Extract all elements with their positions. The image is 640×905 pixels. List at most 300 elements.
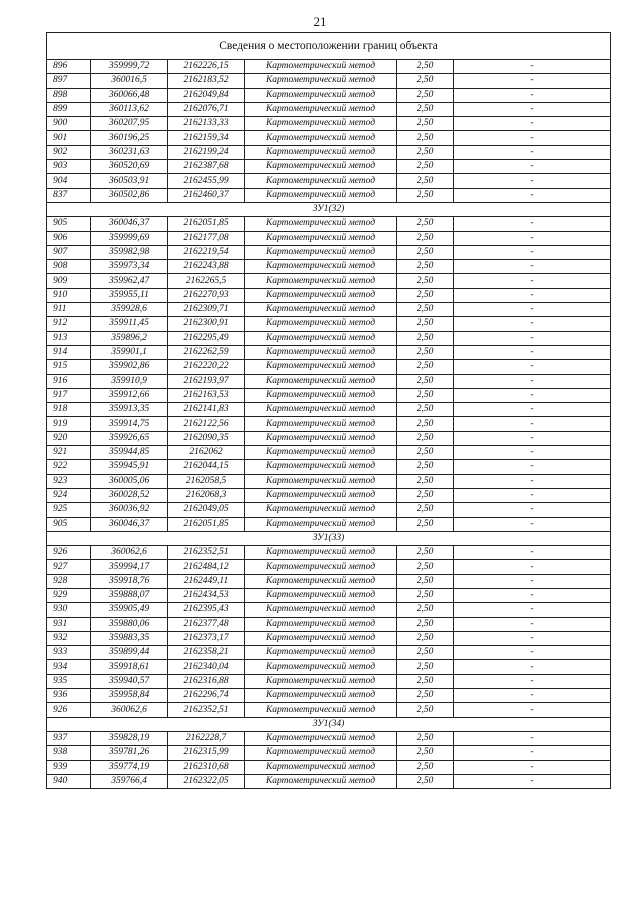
- x-coordinate: 359926,65: [91, 431, 168, 445]
- y-coordinate: 2162051,85: [168, 517, 245, 531]
- accuracy: 2,50: [397, 631, 454, 645]
- accuracy: 2,50: [397, 60, 454, 74]
- description: -: [454, 231, 611, 245]
- point-number: 929: [47, 588, 91, 602]
- x-coordinate: 359774,19: [91, 760, 168, 774]
- point-number: 925: [47, 503, 91, 517]
- description: -: [454, 188, 611, 202]
- method: Картометрический метод: [245, 217, 397, 231]
- table-row: [47, 689, 611, 703]
- accuracy: 2,50: [397, 303, 454, 317]
- method: Картометрический метод: [245, 260, 397, 274]
- method: Картометрический метод: [245, 403, 397, 417]
- description: -: [454, 746, 611, 760]
- method: Картометрический метод: [245, 160, 397, 174]
- description: -: [454, 417, 611, 431]
- accuracy: 2,50: [397, 417, 454, 431]
- y-coordinate: 2162352,51: [168, 546, 245, 560]
- method: Картометрический метод: [245, 731, 397, 745]
- boundary-table: [46, 32, 611, 789]
- x-coordinate: 359928,6: [91, 303, 168, 317]
- method: Картометрический метод: [245, 331, 397, 345]
- y-coordinate: 2162265,5: [168, 274, 245, 288]
- y-coordinate: 2162219,54: [168, 245, 245, 259]
- accuracy: 2,50: [397, 317, 454, 331]
- method: Картометрический метод: [245, 574, 397, 588]
- method: Картометрический метод: [245, 374, 397, 388]
- point-number: 904: [47, 174, 91, 188]
- point-number: 912: [47, 317, 91, 331]
- description: -: [454, 245, 611, 259]
- method: Картометрический метод: [245, 646, 397, 660]
- y-coordinate: 2162220,22: [168, 360, 245, 374]
- y-coordinate: 2162141,83: [168, 403, 245, 417]
- accuracy: 2,50: [397, 245, 454, 259]
- table-row: [47, 488, 611, 502]
- y-coordinate: 2162058,5: [168, 474, 245, 488]
- y-coordinate: 2162358,21: [168, 646, 245, 660]
- accuracy: 2,50: [397, 274, 454, 288]
- y-coordinate: 2162484,12: [168, 560, 245, 574]
- accuracy: 2,50: [397, 617, 454, 631]
- x-coordinate: 360036,92: [91, 503, 168, 517]
- accuracy: 2,50: [397, 188, 454, 202]
- x-coordinate: 359911,45: [91, 317, 168, 331]
- point-number: 905: [47, 517, 91, 531]
- x-coordinate: 360520,69: [91, 160, 168, 174]
- point-number: 837: [47, 188, 91, 202]
- description: -: [454, 574, 611, 588]
- method: Картометрический метод: [245, 102, 397, 116]
- y-coordinate: 2162076,71: [168, 102, 245, 116]
- method: Картометрический метод: [245, 774, 397, 788]
- table-row: [47, 174, 611, 188]
- point-number: 926: [47, 546, 91, 560]
- point-number: 899: [47, 102, 91, 116]
- point-number: 939: [47, 760, 91, 774]
- y-coordinate: 2162062: [168, 446, 245, 460]
- y-coordinate: 2162228,7: [168, 731, 245, 745]
- table-row: [47, 117, 611, 131]
- accuracy: 2,50: [397, 431, 454, 445]
- x-coordinate: 359880,06: [91, 617, 168, 631]
- accuracy: 2,50: [397, 331, 454, 345]
- x-coordinate: 360502,86: [91, 188, 168, 202]
- table-row: [47, 331, 611, 345]
- table-row: [47, 131, 611, 145]
- x-coordinate: 360062,6: [91, 703, 168, 717]
- table-row: [47, 360, 611, 374]
- x-coordinate: 360196,25: [91, 131, 168, 145]
- accuracy: 2,50: [397, 288, 454, 302]
- point-number: 896: [47, 60, 91, 74]
- x-coordinate: 360066,48: [91, 88, 168, 102]
- method: Картометрический метод: [245, 231, 397, 245]
- point-number: 936: [47, 689, 91, 703]
- y-coordinate: 2162193,97: [168, 374, 245, 388]
- method: Картометрический метод: [245, 145, 397, 159]
- table-row: [47, 74, 611, 88]
- point-number: 921: [47, 446, 91, 460]
- method: Картометрический метод: [245, 303, 397, 317]
- x-coordinate: 359944,85: [91, 446, 168, 460]
- table-row: [47, 403, 611, 417]
- accuracy: 2,50: [397, 446, 454, 460]
- section-header-row: [47, 531, 611, 545]
- table-row: [47, 517, 611, 531]
- method: Картометрический метод: [245, 503, 397, 517]
- y-coordinate: 2162049,84: [168, 88, 245, 102]
- description: -: [454, 174, 611, 188]
- table-row: [47, 560, 611, 574]
- y-coordinate: 2162226,15: [168, 60, 245, 74]
- point-number: 903: [47, 160, 91, 174]
- description: -: [454, 145, 611, 159]
- description: -: [454, 603, 611, 617]
- table-row: [47, 231, 611, 245]
- table-row: [47, 431, 611, 445]
- point-number: 917: [47, 388, 91, 402]
- table-row: [47, 345, 611, 359]
- description: -: [454, 303, 611, 317]
- y-coordinate: 2162051,85: [168, 217, 245, 231]
- method: Картометрический метод: [245, 474, 397, 488]
- accuracy: 2,50: [397, 689, 454, 703]
- x-coordinate: 359901,1: [91, 345, 168, 359]
- description: -: [454, 760, 611, 774]
- method: Картометрический метод: [245, 188, 397, 202]
- description: -: [454, 689, 611, 703]
- x-coordinate: 359999,69: [91, 231, 168, 245]
- x-coordinate: 359914,75: [91, 417, 168, 431]
- description: -: [454, 345, 611, 359]
- x-coordinate: 359828,19: [91, 731, 168, 745]
- y-coordinate: 2162460,37: [168, 188, 245, 202]
- y-coordinate: 2162296,74: [168, 689, 245, 703]
- y-coordinate: 2162068,3: [168, 488, 245, 502]
- description: -: [454, 160, 611, 174]
- accuracy: 2,50: [397, 74, 454, 88]
- accuracy: 2,50: [397, 546, 454, 560]
- accuracy: 2,50: [397, 231, 454, 245]
- x-coordinate: 360113,62: [91, 102, 168, 116]
- method: Картометрический метод: [245, 546, 397, 560]
- x-coordinate: 359888,07: [91, 588, 168, 602]
- point-number: 933: [47, 646, 91, 660]
- method: Картометрический метод: [245, 288, 397, 302]
- x-coordinate: 359945,91: [91, 460, 168, 474]
- accuracy: 2,50: [397, 360, 454, 374]
- y-coordinate: 2162122,56: [168, 417, 245, 431]
- x-coordinate: 359766,4: [91, 774, 168, 788]
- method: Картометрический метод: [245, 446, 397, 460]
- accuracy: 2,50: [397, 488, 454, 502]
- table-title: Сведения о местоположении границ объекта: [47, 33, 611, 60]
- description: -: [454, 388, 611, 402]
- accuracy: 2,50: [397, 145, 454, 159]
- description: -: [454, 317, 611, 331]
- point-number: 931: [47, 617, 91, 631]
- table-caption-row: [47, 33, 611, 60]
- x-coordinate: 359896,2: [91, 331, 168, 345]
- table-row: [47, 646, 611, 660]
- x-coordinate: 359910,9: [91, 374, 168, 388]
- description: -: [454, 774, 611, 788]
- method: Картометрический метод: [245, 274, 397, 288]
- coordinates-sheet: [46, 32, 610, 789]
- description: -: [454, 117, 611, 131]
- y-coordinate: 2162133,33: [168, 117, 245, 131]
- accuracy: 2,50: [397, 403, 454, 417]
- method: Картометрический метод: [245, 245, 397, 259]
- x-coordinate: 359999,72: [91, 60, 168, 74]
- y-coordinate: 2162373,17: [168, 631, 245, 645]
- description: -: [454, 288, 611, 302]
- point-number: 919: [47, 417, 91, 431]
- y-coordinate: 2162243,88: [168, 260, 245, 274]
- x-coordinate: 360005,06: [91, 474, 168, 488]
- accuracy: 2,50: [397, 703, 454, 717]
- method: Картометрический метод: [245, 617, 397, 631]
- description: -: [454, 546, 611, 560]
- description: -: [454, 331, 611, 345]
- method: Картометрический метод: [245, 388, 397, 402]
- x-coordinate: 360028,52: [91, 488, 168, 502]
- y-coordinate: 2162315,99: [168, 746, 245, 760]
- method: Картометрический метод: [245, 631, 397, 645]
- description: -: [454, 517, 611, 531]
- method: Картометрический метод: [245, 689, 397, 703]
- point-number: 924: [47, 488, 91, 502]
- x-coordinate: 359902,86: [91, 360, 168, 374]
- point-number: 900: [47, 117, 91, 131]
- point-number: 920: [47, 431, 91, 445]
- x-coordinate: 359940,57: [91, 674, 168, 688]
- table-row: [47, 474, 611, 488]
- point-number: 901: [47, 131, 91, 145]
- table-row: [47, 417, 611, 431]
- table-row: [47, 274, 611, 288]
- y-coordinate: 2162159,34: [168, 131, 245, 145]
- table-row: [47, 503, 611, 517]
- accuracy: 2,50: [397, 345, 454, 359]
- accuracy: 2,50: [397, 574, 454, 588]
- point-number: 930: [47, 603, 91, 617]
- accuracy: 2,50: [397, 88, 454, 102]
- table-row: [47, 288, 611, 302]
- y-coordinate: 2162387,68: [168, 160, 245, 174]
- x-coordinate: 359955,11: [91, 288, 168, 302]
- accuracy: 2,50: [397, 131, 454, 145]
- description: -: [454, 631, 611, 645]
- description: -: [454, 674, 611, 688]
- method: Картометрический метод: [245, 746, 397, 760]
- method: Картометрический метод: [245, 517, 397, 531]
- table-row: [47, 746, 611, 760]
- accuracy: 2,50: [397, 474, 454, 488]
- y-coordinate: 2162049,05: [168, 503, 245, 517]
- y-coordinate: 2162044,15: [168, 460, 245, 474]
- x-coordinate: 360231,63: [91, 145, 168, 159]
- table-row: [47, 703, 611, 717]
- accuracy: 2,50: [397, 460, 454, 474]
- point-number: 928: [47, 574, 91, 588]
- table-row: [47, 88, 611, 102]
- x-coordinate: 360062,6: [91, 546, 168, 560]
- table-row: [47, 160, 611, 174]
- accuracy: 2,50: [397, 503, 454, 517]
- description: -: [454, 503, 611, 517]
- description: -: [454, 131, 611, 145]
- table-row: [47, 260, 611, 274]
- table-row: [47, 245, 611, 259]
- table-row: [47, 303, 611, 317]
- accuracy: 2,50: [397, 174, 454, 188]
- accuracy: 2,50: [397, 388, 454, 402]
- method: Картометрический метод: [245, 417, 397, 431]
- x-coordinate: 359973,34: [91, 260, 168, 274]
- description: -: [454, 703, 611, 717]
- point-number: 934: [47, 660, 91, 674]
- y-coordinate: 2162090,35: [168, 431, 245, 445]
- point-number: 932: [47, 631, 91, 645]
- method: Картометрический метод: [245, 131, 397, 145]
- point-number: 905: [47, 217, 91, 231]
- description: -: [454, 731, 611, 745]
- table-row: [47, 145, 611, 159]
- x-coordinate: 359781,26: [91, 746, 168, 760]
- table-row: [47, 760, 611, 774]
- method: Картометрический метод: [245, 74, 397, 88]
- x-coordinate: 360503,91: [91, 174, 168, 188]
- method: Картометрический метод: [245, 174, 397, 188]
- x-coordinate: 359913,35: [91, 403, 168, 417]
- x-coordinate: 360046,37: [91, 517, 168, 531]
- description: -: [454, 660, 611, 674]
- section-label: ЗУ1(34): [47, 717, 611, 731]
- point-number: 927: [47, 560, 91, 574]
- y-coordinate: 2162377,48: [168, 617, 245, 631]
- accuracy: 2,50: [397, 674, 454, 688]
- section-header-row: [47, 717, 611, 731]
- description: -: [454, 488, 611, 502]
- table-row: [47, 731, 611, 745]
- description: -: [454, 260, 611, 274]
- table-row: [47, 374, 611, 388]
- accuracy: 2,50: [397, 117, 454, 131]
- y-coordinate: 2162177,08: [168, 231, 245, 245]
- point-number: 916: [47, 374, 91, 388]
- point-number: 897: [47, 74, 91, 88]
- y-coordinate: 2162183,52: [168, 74, 245, 88]
- method: Картометрический метод: [245, 560, 397, 574]
- table-row: [47, 460, 611, 474]
- accuracy: 2,50: [397, 160, 454, 174]
- accuracy: 2,50: [397, 217, 454, 231]
- method: Картометрический метод: [245, 345, 397, 359]
- accuracy: 2,50: [397, 760, 454, 774]
- point-number: 906: [47, 231, 91, 245]
- description: -: [454, 88, 611, 102]
- accuracy: 2,50: [397, 374, 454, 388]
- x-coordinate: 360207,95: [91, 117, 168, 131]
- table-row: [47, 574, 611, 588]
- x-coordinate: 359905,49: [91, 603, 168, 617]
- method: Картометрический метод: [245, 360, 397, 374]
- x-coordinate: 359958,84: [91, 689, 168, 703]
- point-number: 910: [47, 288, 91, 302]
- description: -: [454, 274, 611, 288]
- description: -: [454, 360, 611, 374]
- y-coordinate: 2162310,68: [168, 760, 245, 774]
- y-coordinate: 2162455,99: [168, 174, 245, 188]
- description: -: [454, 431, 611, 445]
- point-number: 902: [47, 145, 91, 159]
- x-coordinate: 359912,66: [91, 388, 168, 402]
- y-coordinate: 2162270,93: [168, 288, 245, 302]
- x-coordinate: 360046,37: [91, 217, 168, 231]
- method: Картометрический метод: [245, 317, 397, 331]
- accuracy: 2,50: [397, 646, 454, 660]
- table-row: [47, 188, 611, 202]
- x-coordinate: 360016,5: [91, 74, 168, 88]
- y-coordinate: 2162199,24: [168, 145, 245, 159]
- table-row: [47, 617, 611, 631]
- table-row: [47, 446, 611, 460]
- x-coordinate: 359962,47: [91, 274, 168, 288]
- point-number: 918: [47, 403, 91, 417]
- description: -: [454, 588, 611, 602]
- y-coordinate: 2162395,43: [168, 603, 245, 617]
- y-coordinate: 2162340,04: [168, 660, 245, 674]
- method: Картометрический метод: [245, 60, 397, 74]
- point-number: 915: [47, 360, 91, 374]
- y-coordinate: 2162309,71: [168, 303, 245, 317]
- y-coordinate: 2162322,05: [168, 774, 245, 788]
- y-coordinate: 2162316,88: [168, 674, 245, 688]
- point-number: 938: [47, 746, 91, 760]
- point-number: 926: [47, 703, 91, 717]
- point-number: 935: [47, 674, 91, 688]
- point-number: 937: [47, 731, 91, 745]
- description: -: [454, 60, 611, 74]
- y-coordinate: 2162262,59: [168, 345, 245, 359]
- point-number: 898: [47, 88, 91, 102]
- y-coordinate: 2162295,49: [168, 331, 245, 345]
- point-number: 908: [47, 260, 91, 274]
- accuracy: 2,50: [397, 660, 454, 674]
- accuracy: 2,50: [397, 260, 454, 274]
- point-number: 911: [47, 303, 91, 317]
- y-coordinate: 2162163,53: [168, 388, 245, 402]
- page-number: 21: [313, 14, 327, 29]
- x-coordinate: 359899,44: [91, 646, 168, 660]
- table-row: [47, 603, 611, 617]
- accuracy: 2,50: [397, 603, 454, 617]
- y-coordinate: 2162300,91: [168, 317, 245, 331]
- table-row: [47, 217, 611, 231]
- method: Картометрический метод: [245, 660, 397, 674]
- accuracy: 2,50: [397, 517, 454, 531]
- point-number: 913: [47, 331, 91, 345]
- method: Картометрический метод: [245, 117, 397, 131]
- method: Картометрический метод: [245, 431, 397, 445]
- description: -: [454, 446, 611, 460]
- point-number: 922: [47, 460, 91, 474]
- table-row: [47, 102, 611, 116]
- accuracy: 2,50: [397, 588, 454, 602]
- table-row: [47, 317, 611, 331]
